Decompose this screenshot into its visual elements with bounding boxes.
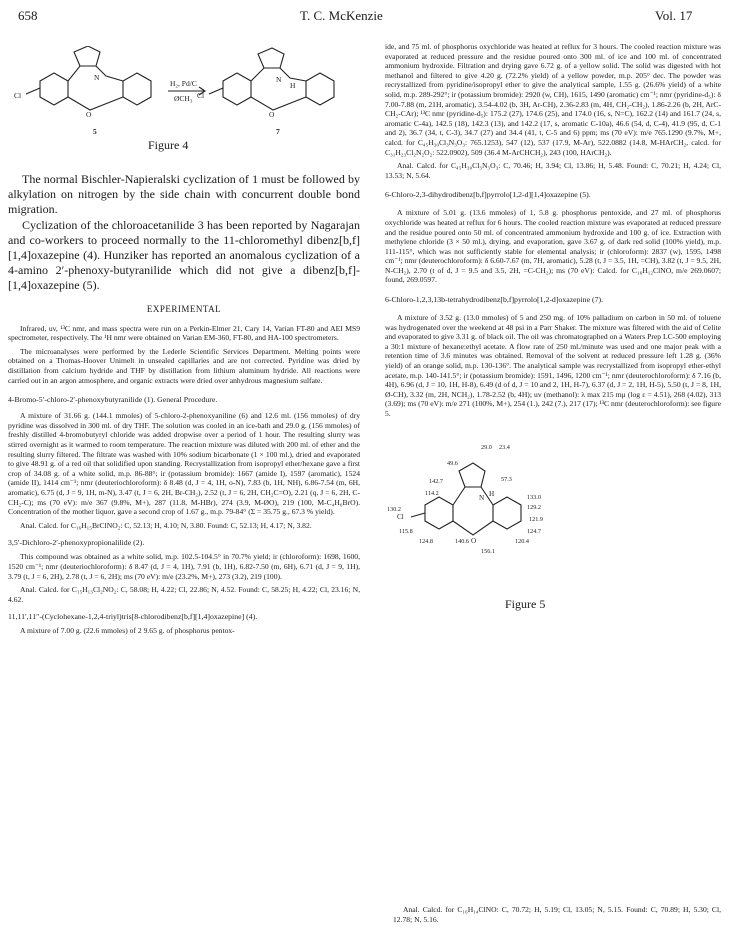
figure-5 <box>385 419 721 619</box>
figure-5-right-ring <box>493 497 521 529</box>
shift-label: 121.9 <box>529 515 543 523</box>
compound-7-cl-label: Cl <box>197 91 205 100</box>
compound-5-number: 5 <box>93 127 97 136</box>
compound-5-o-label: O <box>86 110 92 119</box>
shift-label: 29.0 <box>481 443 492 451</box>
section-title-3: 11,11′,11″-(Cyclohexane-1,2,4-triyl)tris[8-chlorodibenz[b,f][1,4]oxazepine] (4). <box>8 612 258 622</box>
experimental-heading: EXPERIMENTAL <box>146 303 222 314</box>
section-title-5: 6-Chloro-1,2,3,13b-tetrahydrodibenz[b,f]pyrrolo[1,2-d]oxazepine (7). <box>385 295 604 305</box>
section-body-1: A mixture of 31.66 g. (144.1 mmoles) of 5-chloro-2-phenoxyaniline (6) and 12.6 ml. (156 mmoles) of dry pyridine was dissolved in 300 ml. of dry THF. The solution was cooled in an ice-bath and 29.0 g. (156 mmoles) of freshly distilled 4-bromobutyryl chloride was added dropwise over a period of 1 hour. The resulting slurry was stirred overnight as it warmed to room temperature. The reaction mixture was diluted with 200 ml. of ether and the resulting slurry filtered. The filtrate was washed with 10% sodium bicarbonate (1 × 100 ml.), dried and evaporated to give 48.91 g. of a red oil that solidified upon standing. Recrystallization from isopropyl ether/hexane gave a first crop of 34.08 g. of a white solid, m.p. 86-88°; ir (potassium bromide): 1667 (amide I), 1597 (aromatic), 1524 (amide II), 1414 cm⁻¹; nmr (deuteriochloroform): δ 8.48 (d, J = 4, 1H, o-N), 7.83 (b, 1H, NH), 6.86-7.54 (m, 6H, aromatic), 6.75 (d, J = 9, 1H, m-N), 3.47 (t, J = 6, 2H, Br-CH₂), 2.52 (t, J = 6, 2H, CH₂C=O), 2.21 (q, J = 6, 2H, C-CH₂-C); ms (70 eV): m/e 367 (9.8%, M+), 287 (11.8, M-HBr), 274 (3.9, M-ØO), 219 (100, M-C₄H₆BrO). Concentration of the mother liquor, gave a second crop of 1.67 g., m.p. 79-84° (Σ = 35.75 g., 67.3 % yield). <box>8 411 360 517</box>
intro-paragraph: The normal Bischler-Napieralski cyclization of 1 must be followed by alkylation on nitrogen by the side chain with concurrent double bond migration. <box>8 172 360 217</box>
experimental-paragraph: Infrared, uv, ¹³C nmr, and mass spectra were run on a Perkin-Elmer 21, Cary 14, Varian FT-80 and AEI MS9 spectrometer, respectively. The ¹H nmr were obtained on Varian EM-360, FT-80, and HA-100 spectrometers. <box>8 323 360 343</box>
page-number: 658 <box>18 8 38 23</box>
figure-4-caption: Figure 4 <box>148 138 189 152</box>
compound-5-left-ring <box>40 73 68 105</box>
compound-7-o-label: O <box>269 110 275 119</box>
reagent-top: H₂, Pd/C <box>170 79 197 88</box>
shift-label: 49.6 <box>447 459 458 467</box>
shift-label: 115.8 <box>399 527 413 535</box>
compound-7-pyrrolo-ring <box>258 48 284 68</box>
figure-5-h-label: H <box>489 489 495 498</box>
compound-5-right-ring <box>123 73 151 105</box>
section-body-5: A mixture of 3.52 g. (13.0 mmoles) of 5 and 250 mg. of 10% palladium on carbon in 50 ml. of toluene was hydrogenated over the weekend at 48 psi in a Parr Shaker. The mixture was filtered with the aid of Celite and evaporated to give 3.31 g. of black oil. The oil was chromatographed on a Waters Prep LC-500 employing a 30:1 mixture of hexane:ethyl acetate. A flow rate of 250 ml./minute was used and one major peak with a retention time of 3.6 minutes was obtained. Removal of the solvent at reduced pressure left 1.28 g. (36% yield) of an orange solid, m.p. 130-136°. The analytical sample was recrystallized from isopropyl ether-ethyl acetate, m.p. 140-141.5°; ir (potassium bromide): 1591, 1496, 1200 cm⁻¹; nmr (deuterochloroform): δ 7.16 (b, 4H), 6.96 (d, J = 10, 1H, H-8), 6.49 (d of d, J = 10 and 2, 1H, H-7), 6.37 (d, J = 2, 1H, H-5), 5.50 (t, J = 8, 1H, Ø-CH), 3.32 (m, 2H, NCH₂), 1.78-2.52 (b, 4H); uv (methanol): λ max 215 mμ (log ε = 4.51), 268 (4.02), 313 (3.69); ms (70 eV): m/e 271 (100%, M+), 254 (1.), 242 (7.), 217 (17); ¹³C nmr (deuterochloroform): see figure 5. <box>385 313 721 418</box>
left-column <box>8 46 360 636</box>
figure-5-left-ring <box>425 497 453 529</box>
figure-5-pyrrolo-ring <box>459 463 485 487</box>
figure-5-o-label: O <box>471 536 477 545</box>
section-title-2: 3,5′-Dichloro-2′-phenoxypropionalilide (2). <box>8 538 145 548</box>
shift-label: 124.8 <box>419 537 433 545</box>
compound-7-h-label: H <box>290 81 296 90</box>
shift-label: 23.4 <box>499 443 510 451</box>
shift-label: 114.2 <box>425 489 439 497</box>
figure-5-caption: Figure 5 <box>505 596 546 611</box>
section-anal-1: Anal. Calcd. for C₁₆H₁₅BrClNO₂: C, 52.13; H, 4.10; N, 3.80. Found: C, 52.13; H, 4.17; N, 3.82. <box>20 520 312 530</box>
section-anal-3: Anal. Calcd. for C₄₅H₃₀Cl₃N₃O₃: C, 70.46; H, 3.94; Cl, 13.86; H, 5.48. Found: C, 70.21; H, 4.24; Cl, 13.53; N, 5.64. <box>385 161 721 180</box>
figure-5-n-label: N <box>479 493 485 502</box>
running-author: T. C. McKenzie <box>300 8 383 23</box>
shift-label: 57.3 <box>501 475 512 483</box>
compound-5-pyrrolo-ring <box>74 46 100 66</box>
figure-4 <box>8 46 360 164</box>
compound-7-n-label: N <box>276 75 282 84</box>
figure-5-cl-label: Cl <box>397 512 404 521</box>
final-anal: Anal. Calcd. for C₁₆H₁₄ClNO: C, 70.72; H, 5.19; Cl, 13.05; N, 5.15. Found: C, 70.89; H, 5.30; Cl, 12.78; N, 5.16. <box>393 905 721 924</box>
reagent-bottom: ØCH₃ <box>174 94 193 103</box>
section-body-3-continued: ide, and 75 ml. of phosphorus oxychloride was heated at reflux for 3 hours. The cooled reaction mixture was evaporated at reduced pressure and the residue poured onto 300 ml. of ice and 100 ml. of concentrated ammonium hydroxide. Filtration and drying gave 6.72 g. of a yellow solid. The solid was digested with hot methanol and filtered to give 4.20 g. (72.2% yield) of a yellow powder, m.p. 205° dec. The powder was recrystallized from pyridine/isopropyl ether to give the analytical sample, 1.55 g. (26.6% yield) of a white solid, m.p. 289-292°; ir (potassium bromide): 2920 (w, CH), 1615, 1490 (aromatic) cm⁻¹; nmr (pyridine-d₅): δ 7.00-7.88 (m, 21H, aromatic), 3.54-4.02 (b, 3H, Ar-CH), 2.36-2.83 (m, 4H, CH₂-CH₂), 1.86-2.26 (b, 2H, ArC-CH₂-CAr); ¹³C nmr (pyridine-d₅): 175.2 (27), 174.6 (25), and 174.0 (16, s, N=C), 162.2 (14) and 161.7 (24, s, aromatic C-4a), 142.5 (18), 142.3 (13), and 142.2 (17, s, aromatic C-10a), 46.6 (54, d, C-4), 41.9 (95, d, C-1 and 2), 36.7 (34, t, C-3), 34.7 (27) and 34.4 (41, t, C-5 and 6) ppm; ms (70 eV): m/e 765.1290 (9.7%, M+, calcd. for C₄₅H₃₀Cl₃N₃O₃: 765.1253), 547 (12), 537 (17.9, M-Ar), 522.0882 (14.8, M-HArCH₂, calcd. for C₃₁H₂₃Cl₂N₂O₂: 522.0902), 509 (36.4 M-ArCHCH₂), 243 (100, HArCH₂). <box>385 42 721 157</box>
shift-label: 133.0 <box>527 493 541 501</box>
compound-5-n-label: N <box>94 73 100 82</box>
figure-5-structure <box>385 419 721 589</box>
shift-label: 140.6 <box>455 537 469 545</box>
compound-7-number: 7 <box>276 127 280 136</box>
compound-7-right-ring <box>306 73 334 105</box>
section-title-4: 6-Chloro-2,3-dihydrodibenz[b,f]pyrrolo[1,2-d][1,4]oxazepine (5). <box>385 190 591 200</box>
volume-label: Vol. 17 <box>655 8 693 23</box>
experimental-paragraph: The microanalyses were performed by the Lederle Scientific Services Department. Melting points were obtained on a Thomas-Hoover Unimelt in unsealed capillaries and are not corrected. Pyridine was dried by distillation from calcium hydride and THF by distillation from lithium aluminum hydride. All reactions were carried out in an argon atmosphere, and organic extracts were dried over anhydrous magnesium sulfate. <box>8 346 360 385</box>
section-body-3-start: A mixture of 7.00 g. (22.6 mmoles) of 2 9.65 g. of phosphorus pentox- <box>20 626 235 636</box>
shift-label: 142.7 <box>429 477 443 485</box>
section-body-2: This compound was obtained as a white solid, m.p. 102.5-104.5° in 70.7% yield; ir (chloroform): 1698, 1600, 1520 cm⁻¹; nmr (deuteriochloroform): δ 8.47 (d, J = 4, 1H), 7.91 (b, 1H), 6.82-7.50 (m, 6H), 6.71 (d, J = 9, 1H), 3.79 (t, J = 6, 2H), 2.78 (t, J = 6, 2H); ms (70 eV): m/e (23.2%, M+), 273 (3.2), 219 (100). <box>8 552 360 581</box>
section-anal-2: Anal. Calcd. for C₁₅H₁₃Cl₂NO₂: C, 58.08; H, 4.22; Cl, 22.86; N, 4.52. Found: C, 58.25; H, 4.22; Cl, 23.16; N, 4.62. <box>8 585 360 604</box>
shift-label: 120.4 <box>515 537 529 545</box>
right-column <box>385 42 721 619</box>
shift-label: 156.1 <box>481 547 495 555</box>
compound-7-left-ring <box>223 73 251 105</box>
shift-label: 130.2 <box>387 505 401 513</box>
compound-5-cl-label: Cl <box>14 91 22 100</box>
section-body-4: A mixture of 5.01 g. (13.6 mmoles) of 1, 5.8 g. phosphorus pentoxide, and 27 ml. of phosphorus oxychloride was heated at reflux for 6 hours. The cooled reaction mixture was evaporated at reduced pressure and the residue poured onto 50 ml. of concentrated ammonium hydroxide and 100 g. of ice. Extraction with methylene chloride (3 × 50 ml.), drying, and evaporation, gave 3.67 g. of dark red solid (100% yield), m.p. 111-115°, which was not sufficiently stable for elemental analysis; ir (chloroform): 2837 (w), 1595, 1498 cm⁻¹; nmr (deuterochloroform): δ 6.60-7.67 (m, 7H, aromatic), 5.28 (t, J = 3.5, 1H, =CH), 3.82 (t, J = 9.5, 2H, N-CH₂), 2.70 (t of d, J = 9.5 and 3.5, 2H, =C-CH₂); ms (70 eV): Calcd. for C₁₆H₁₂ClNO, m/e 269.0607; found, 269.0597. <box>385 208 721 285</box>
intro-paragraph: Cyclization of the chloroacetanilide 3 has been reported by Nagarajan and co-workers to proceed normally to the 11-chloromethyl dibenz[b,f][1,4]oxazepine (4). Hunziker has reported an anomalous cyclization of a 4-amino 2′-phenoxy-butyranilide which did not give a dibenz[b,f]-[1,4]oxazepine (5). <box>8 217 360 293</box>
shift-label: 124.7 <box>527 527 541 535</box>
section-title-1: 4-Bromo-5′-chloro-2′-phenoxybutyranilide (1). General Procedure. <box>8 395 218 405</box>
shift-label: 129.2 <box>527 503 541 511</box>
